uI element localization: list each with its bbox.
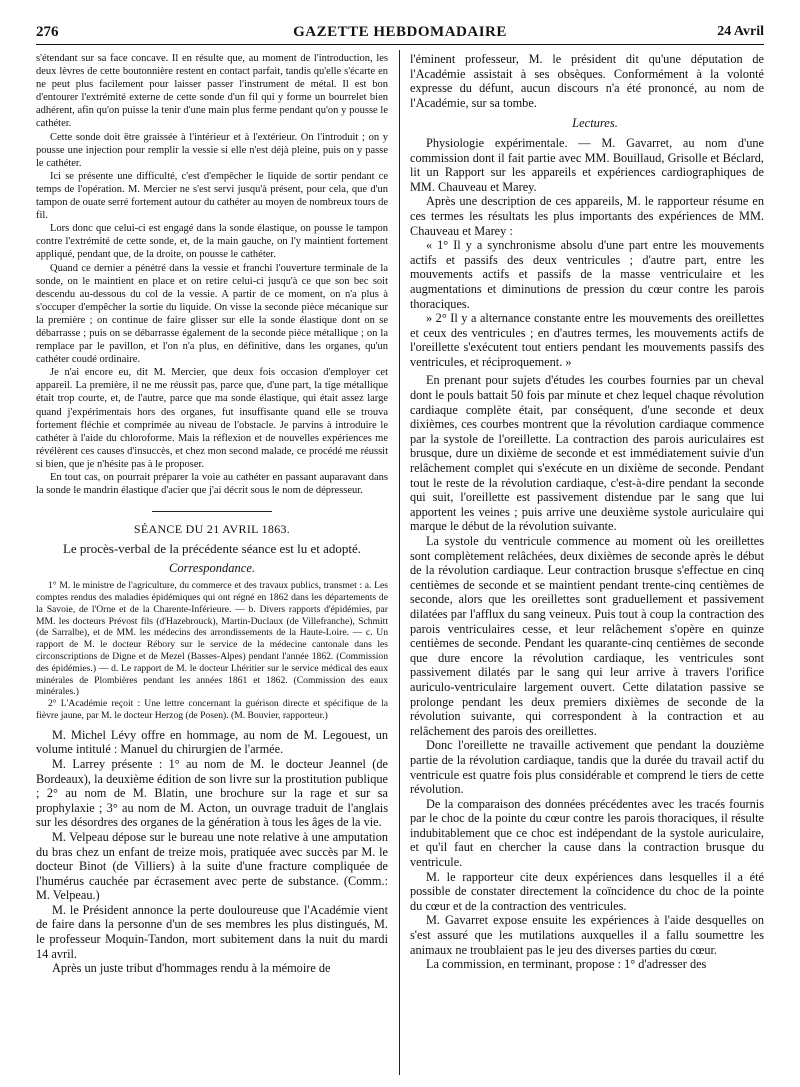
paragraph: l'éminent professeur, M. le président dit qu'une députation de l'Académie assistait à ses obsèques. Conformément à la volonté expresse du défunt, aucun discours n'a été prononcé, au nom de l'Académie, sur sa tombe.	[410, 52, 764, 110]
page-number: 276	[36, 24, 59, 40]
paragraph: Ici se présente une difficulté, c'est d'empêcher le liquide de sortir pendant ce temps de l'opération. M. Mercier ne s'est servi jusqu'à présent, pour cela, que d'un tampon de ouate serré fortement autour du cathéter au moyen de nombreux tours de fil.	[36, 170, 388, 222]
paragraph: M. Gavarret expose ensuite les expériences à l'aide desquelles on s'est assuré que les mutilations auxquelles il a fallu soumettre les animaux ne troublaient pas le jeu des diverses parties du cœur.	[410, 913, 764, 957]
seance-proceedings	[36, 728, 388, 976]
paragraph: M. Larrey présente : 1° au nom de M. le docteur Jeannel (de Bordeaux), la deuxième édition de son livre sur la prostitution publique ; 2° au nom de M. Blatin, une brochure sur la rage et sur sa prophylaxie ; 3° au nom de M. Acton, un ouvrage traduit de l'anglais sur les désordres des organes de la génération à tous les âges de la vie.	[36, 756, 388, 830]
section-separator	[152, 511, 272, 512]
paragraph: Après un juste tribut d'hommages rendu à la mémoire de	[52, 961, 331, 976]
paragraph: Physiologie expérimentale. — M. Gavarret, au nom d'une commission dont il fait partie avec MM. Bouillaud, Grisolle et Béclard, lit un Rapport sur les appareils et expériences cardiographiques de MM. Chauveau et Marey.	[410, 135, 764, 194]
correspondance-item: 2° L'Académie reçoit : Une lettre concernant la guérison directe et spécifique de la fièvre jaune, par M. le docteur Herzog (de Posen). (M. Bouvier, rapporteur.)	[36, 698, 388, 721]
paragraph: En tout cas, on pourrait préparer la voie au cathéter en passant auparavant dans la sonde le mandrin élastique d'acier que j'ai décrit sous le nom de dépresseur.	[36, 472, 388, 497]
paragraph: Quand ce dernier a pénétré dans la vessie et franchi l'ouverture terminale de la sonde, on le maintient en place et on retire celui-ci jusqu'à ce que son bec soit descendu au-dessous du col de la vessie. A partir de ce moment, on n'a plus à s'occuper d'empêcher la sortie du liquide. On visse la seconde pièce mécanique sur la première ; on continue de faire glisser sur elle la sonde élastique dont on se débarrasse ; puis on se débarrasse également de la seconde pièce métallique ; on la remplace par le pavillon, et l'on n'a plus, en définitive, dans les organes, qu'un cathéter coudé ordinaire.	[36, 262, 388, 366]
right-column	[410, 52, 764, 1072]
quote-paragraph: « 1° Il y a synchronisme absolu d'une part entre les mouvements actifs et passifs des deux ventricules ; d'autre part, entre les mouvements actifs et passifs de la masse ventriculaire et les augmentations et diminutions de pression du cœur contre les parois thoraciques.	[410, 238, 764, 311]
paragraph: Donc l'oreillette ne travaille activement que pendant la douzième partie de la révolution cardiaque, tandis que la durée du travail actif du ventricule est quatre fois plus considérable et comprend le tiers de cette révolution.	[410, 738, 764, 797]
header-rule	[36, 44, 764, 45]
seance-heading: SÉANCE DU 21 AVRIL 1863.	[133, 522, 291, 537]
proces-verbal: Le procès-verbal de la précédente séance est lu et adopté.	[62, 541, 362, 557]
paragraph: Après une description de ces appareils, M. le rapporteur résume en ces termes les résultats les plus importants des expériences de MM. Chauveau et Marey :	[410, 194, 764, 238]
paragraph: M. Michel Lévy offre en hommage, au nom de M. Legouest, un volume intitulé : Manuel du chirurgien de l'armée.	[36, 727, 388, 757]
paragraph: La commission, en terminant, propose : 1° d'adresser des	[426, 957, 707, 972]
paragraph: M. le rapporteur cite deux expériences dans lesquelles il a été possible de constater directement la coïncidence du choc de la pointe du cœur et de la contraction des ventricules.	[410, 869, 764, 913]
paragraph: En prenant pour sujets d'études les courbes fournies par un cheval dont le pouls battait 50 fois par minute et chez lequel chaque révolution cardiaque complète était, par conséquent, d'une seconde et deux dixièmes, ces courbes montrent que la révolution cardiaque commence par la systole de l'oreillette. La contraction des parois auriculaires est brusque, dure un dixième de seconde et est immédiatement suivie d'un relâchement complet qui s'exécute en un dixième de seconde. Pendant tout le reste de la révolution cardiaque, c'est-à-dire pendant la seconde qui suit, l'oreillette est passivement distendue par le sang que lui apportent les veines ; puis arrive une deuxième systole auriculaire qui marque le début de la révolution suivante.	[410, 373, 764, 534]
correspondance-heading: Correspondance.	[169, 561, 255, 576]
column-divider	[399, 50, 400, 1075]
lectures-heading: Lectures.	[572, 116, 618, 131]
left-column	[36, 52, 388, 1072]
mercier-article	[36, 52, 388, 497]
journal-title: GAZETTE HEBDOMADAIRE	[293, 24, 507, 40]
quote-paragraph: » 2° Il y a alternance constante entre les mouvements des oreillettes et ceux des ventricules ; en d'autres termes, les mouvements actifs de l'oreillette s'exécutent tout entiers pendant les mouvements passifs des ventricules, et réciproquement. »	[410, 311, 764, 369]
paragraph: M. le Président annonce la perte douloureuse que l'Académie vient de faire dans la personne d'un de ses membres les plus distingués, M. le professeur Moquin-Tandon, mort subitement dans la nuit du mardi 14 avril.	[36, 902, 388, 961]
paragraph: Lors donc que celui-ci est engagé dans la sonde élastique, on pousse le tampon contre l'extrémité de cette sonde, et, de la main gauche, on l'y maintient fortement appliqué, pendant que, de la droite, on pousse le cathéter.	[36, 223, 388, 261]
page-header	[36, 24, 764, 46]
correspondance-item: 1° M. le ministre de l'agriculture, du commerce et des travaux publics, transmet : a. Les comptes rendus des maladies épidémiques qui ont régné en 1862 dans les départements de la Savoie, de l'Orne et de la Charente-Inférieure. — b. Divers rapports d'épidémies, par MM. les docteurs Prévost fils (d'Hazebrouck), Martin-Duclaux (de Villefranche), Schmitt (de Sarralbe), et de MM. les médecins des arrondissements de la Haute-Loire. — c. Un rapport de M. le docteur Rébory sur le service de la médecine cantonale dans les circonscriptions de Digne et de Mezel (Basses-Alpes) pendant l'année 1862. (Commission des épidémies.) — d. Le rapport de M. le docteur Lhéritier sur le service médical des eaux minérales de Plombières pendant les années 1861 et 1862. (Commission des eaux minérales.)	[36, 580, 388, 698]
issue-date: 24 Avril	[717, 24, 764, 39]
right-text	[410, 52, 764, 972]
paragraph: La systole du ventricule commence au moment où les oreillettes sont complètement relâchées, deux dixièmes de seconde après le début de la révolution cardiaque. Leur contraction brusque s'effectue en cinq centièmes de seconde et se maintient pendant trente-cinq centièmes de seconde, alors que les oreillettes sont graduellement et passivement dilatées par l'afflux du sang veineux. Puis tout à coup la contraction des parois ventriculaires cesse, et leur relâchement s'opère en quinze centièmes de seconde. Pendant les quarante-cinq centièmes de seconde que dure encore la révolution cardiaque, les ventricules sont passivement dilatés par le sang qui leur arrive à travers l'orifice auriculo-ventriculaire largement ouvert. Cette dilatation passive se prolonge pendant les deux premiers dixièmes de seconde de la révolution suivante, qui correspondent à la contraction et au relâchement des parois des oreillettes.	[410, 534, 764, 738]
correspondance-list	[36, 580, 388, 722]
paragraph: s'étendant sur sa face concave. Il en résulte que, au moment de l'introduction, les deux lèvres de cette boutonnière restent en contact parfait, tandis qu'elle s'écarte en ne peut plus facilement pour laisser passer l'instrument de métal. Il est bon d'entourer l'extrémité externe de cette sonde d'un fil qui y forme un bourrelet bien adhérent, afin qu'on puisse la tenir d'une main plus ferme pendant qu'on y pousse le cathéter.	[36, 53, 388, 130]
paragraph: Cette sonde doit être graissée à l'intérieur et à l'extérieur. On l'introduit ; on y pousse une injection pour remplir la vessie si elle n'est déjà pleine, puis on y passe le cathéter.	[36, 131, 388, 169]
paragraph: De la comparaison des données précédentes avec les tracés fournis par le choc de la pointe du cœur contre les parois thoraciques, il résulte indubitablement que ce choc est indépendant de la systole auriculaire, et qu'il faut en chercher la cause dans la contraction brusque du ventricule.	[410, 796, 764, 870]
paragraph: Je n'ai encore eu, dit M. Mercier, que deux fois occasion d'employer cet appareil. La première, il ne me réussit pas, parce que, d'une part, la tige métallique était trop courte, et, de l'autre, parce que ma sonde élastique, qui était assez large quand j'expérimentais hors des organes, fut insuffisante quand elle se trouva fortement fléchie et comprimée au niveau de l'obstacle. Je parvins à introduire le cathéter à l'aide du chloroforme. Mais la réflexion et de nouvelles expériences me révélèrent ces causes d'insuccès, et chez mon second malade, ce procédé me réussit si bien, que je n'hésite pas à le proposer.	[36, 367, 388, 470]
paragraph: M. Velpeau dépose sur le bureau une note relative à une amputation du bras chez un enfant de treize mois, pratiquée avec succès par M. le docteur Binot (de Villiers) à la suite d'une fracture compliquée de l'humérus cauchée par écrasement avec perte de substance. (Comm.: M. Velpeau.)	[36, 829, 388, 903]
